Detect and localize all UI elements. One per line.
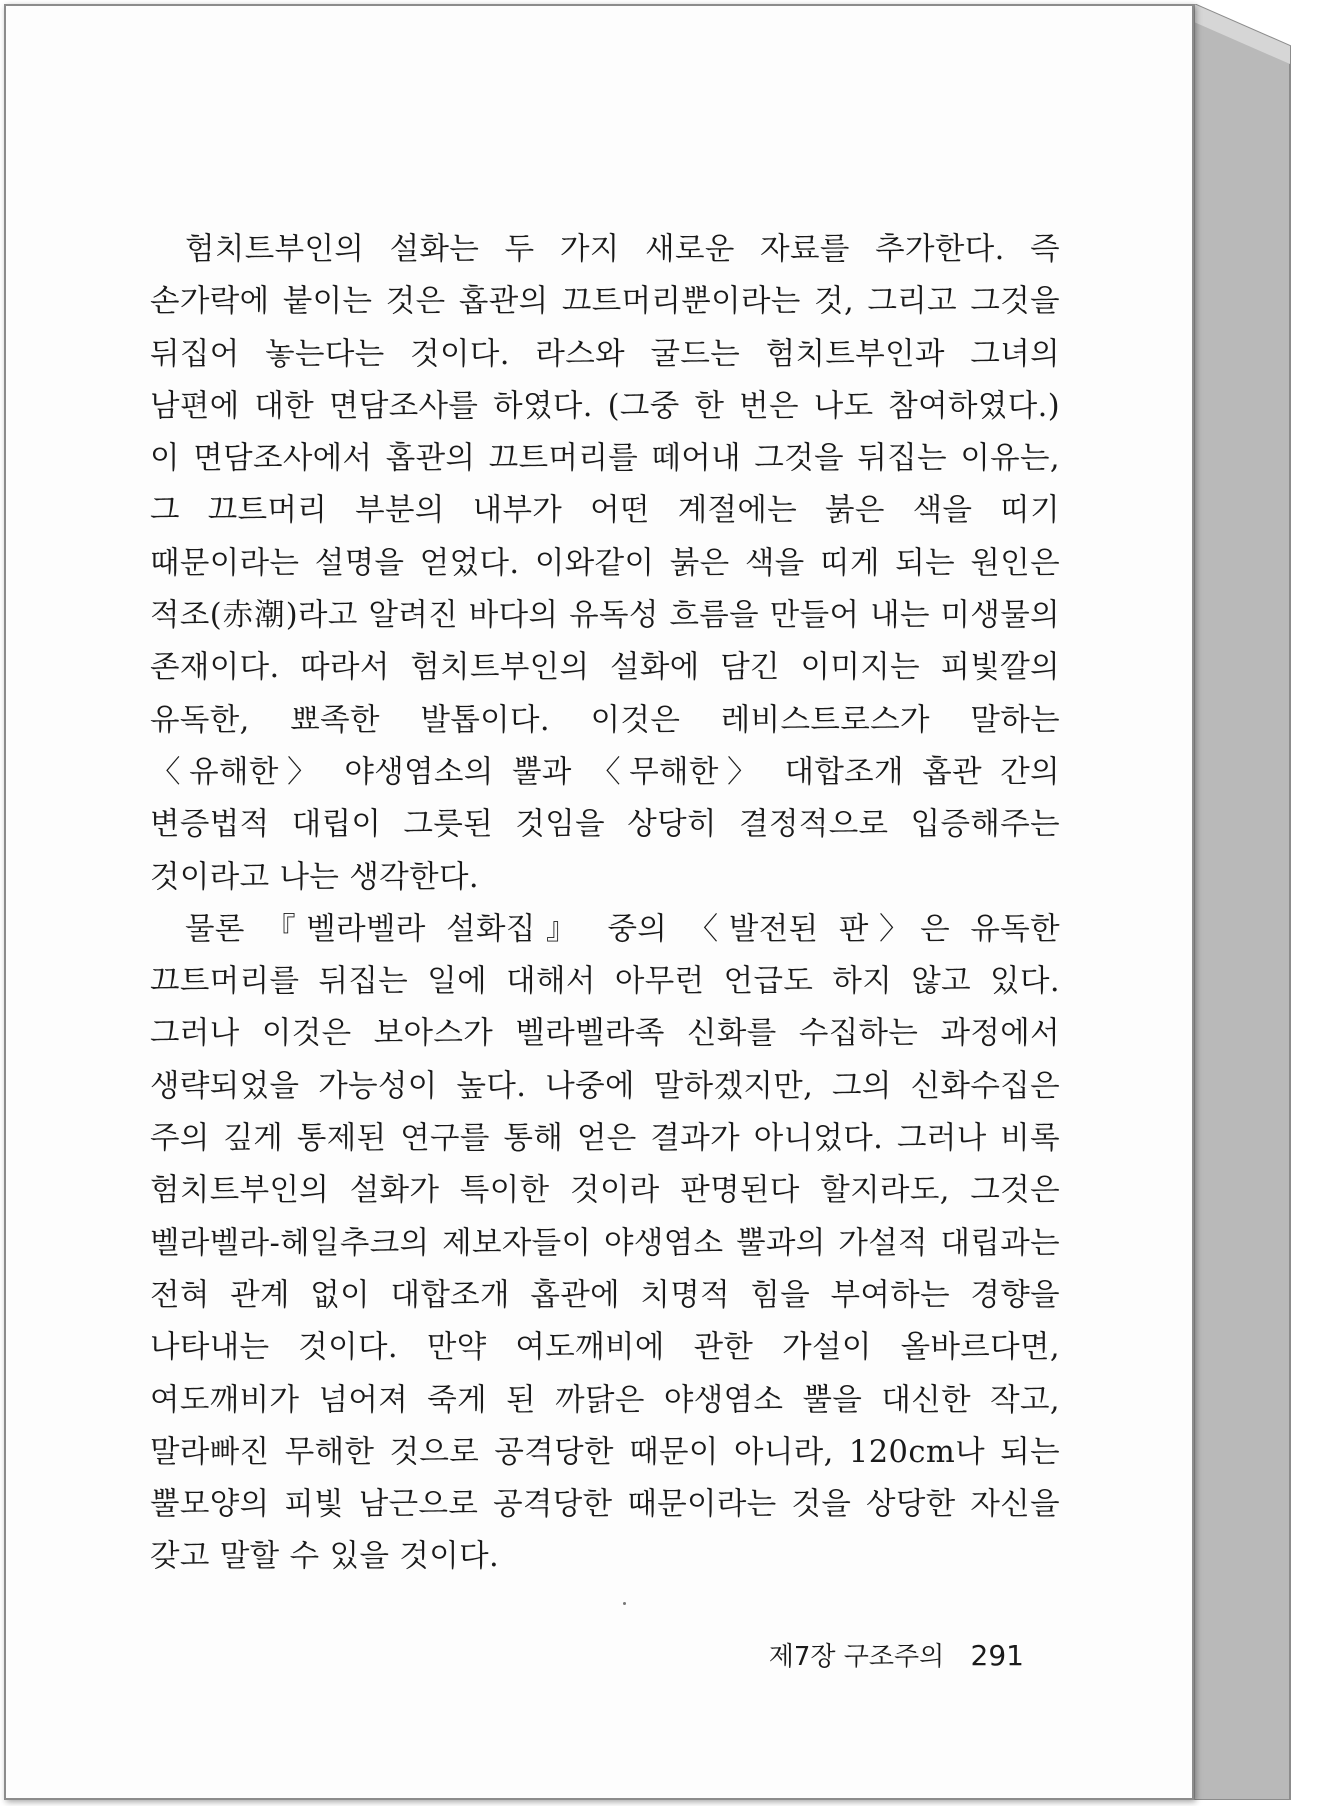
body-text: [150, 224, 1060, 1584]
print-speck: [623, 1602, 626, 1605]
page-edge-graphic: [1194, 4, 1304, 1800]
running-footer-chapter: 제7장 구조주의: [768, 1642, 945, 1672]
page-number: 291: [970, 1639, 1024, 1672]
page-footer: [769, 1636, 1024, 1673]
paragraph-2: 물론 『벨라벨라 설화집』 중의 〈발전된 판〉은 유독한 끄트머리를 뒤집는 일에 대해서 아무런 언급도 하지 않고 있다. 그러나 이것은 보아스가 벨라벨라족 신화를 수집하는 과정에서 생략되었을 가능성이 높다. 나중에 말하겠지만, 그의 신화수집은 주의 깊게 통제된 연구를 통해 얻은 결과가 아니었다. 그러나 비록 험치트부인의 설화가 특이한 것이라 판명된다 할지라도, 그것은 벨라벨라-헤일추크의 제보자들이 야생염소 뿔과의 가설적 대립과는 전혀 관계 없이 대합조개 홉관에 치명적 힘을 부여하는 경향을 나타내는 것이다. 만약 여도깨비에 관한 가설이 올바르다면, 여도깨비가 넘어져 죽게 된 까닭은 야생염소 뿔을 대신한 작고, 말라빠진 무해한 것으로 공격당한 때문이 아니라, 120cm나 되는 뿔모양의 피빛 남근으로 공격당한 때문이라는 것을 상당한 자신을 갖고 말할 수 있을 것이다.: [150, 911, 1060, 1575]
paragraph-1: 험치트부인의 설화는 두 가지 새로운 자료를 추가한다. 즉 손가락에 붙이는 것은 홉관의 끄트머리뿐이라는 것, 그리고 그것을 뒤집어 놓는다는 것이다. 라스와 굴드는 험치트부인과 그녀의 남편에 대한 면담조사를 하였다. (그중 한 번은 나도 참여하였다.) 이 면담조사에서 홉관의 끄트머리를 떼어내 그것을 뒤집는 이유는, 그 끄트머리 부분의 내부가 어떤 계절에는 붉은 색을 띠기 때문이라는 설명을 얻었다. 이와같이 붉은 색을 띠게 되는 원인은 적조(赤潮)라고 알려진 바다의 유독성 흐름을 만들어 내는 미생물의 존재이다. 따라서 험치트부인의 설화에 담긴 이미지는 피빛깔의 유독한, 뾰족한 발톱이다. 이것은 레비스트로스가 말하는 〈유해한〉 야생염소의 뿔과 〈무해한〉 대합조개 홉관 간의 변증법적 대립이 그릇된 것임을 상당히 결정적으로 입증해주는 것이라고 나는 생각한다.: [150, 232, 1060, 895]
book-page-edge: [1194, 4, 1304, 1800]
